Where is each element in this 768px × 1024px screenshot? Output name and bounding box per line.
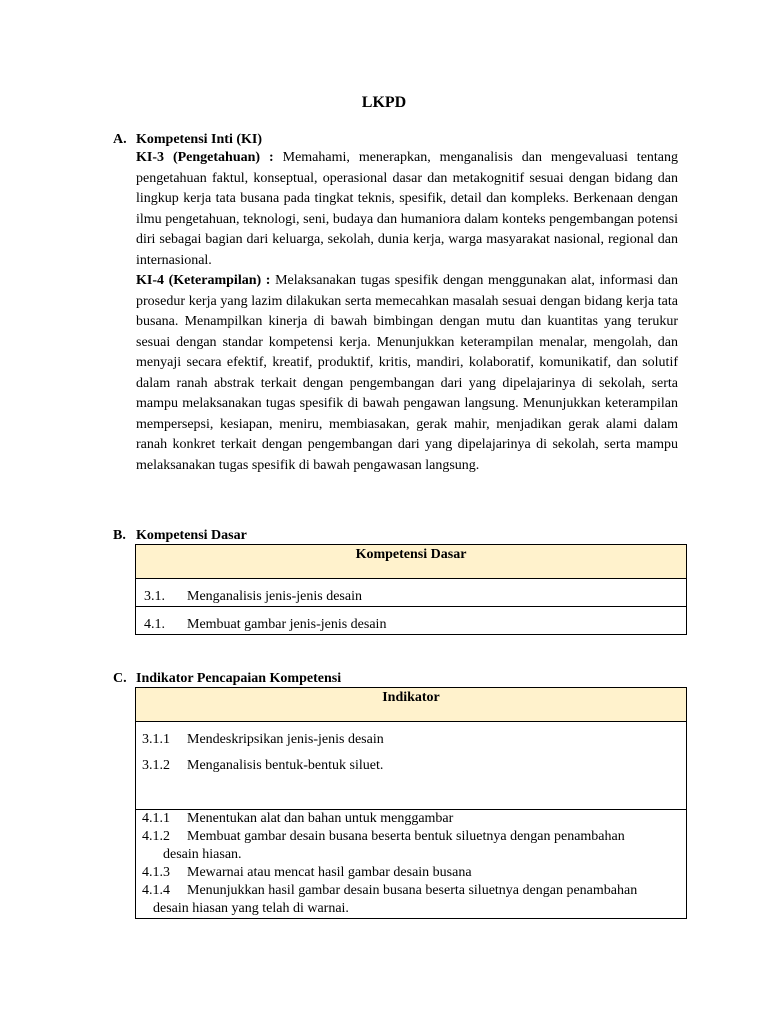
ki4-text: Melaksanakan tugas spesifik dengan menggunakan alat, informasi dan prosedur kerja yang lazim dilakukan serta memecahkan masalah sesuai dengan bidang kerja tata busana. Menampilkan kinerja di bawah bimbingan dengan mutu dan kuantitas yang terukur sesuai dengan standar kompetensi kerja. Menunjukkan keterampilan menalar, mengolah, dan menyaji secara efektif, kreatif, produktif, kritis, mandiri, kolaboratif, komunikatif, dan solutif dalam ranah abstrak terkait dengan pengembangan dari yang dipelajarinya di sekolah, serta mampu melaksanakan tugas spesifik di bawah pengawan langsung. Menunjukkan keterampilan mempersepsi, kesiapan, meniru, membiasakan, gerak mahir, menjadikan gerak alami dalam ranah konkret terkait dengan pengembangan dari yang dipelajarinya di sekolah, serta mampu melaksanakan tugas spesifik di bawah pengawasan langsung. [136,273,678,473]
table-header [136,545,687,579]
section-a-heading [113,130,262,150]
row-text: Menganalisis jenis-jenis desain [187,589,362,604]
table-header-label: Indikator [382,690,440,705]
table-row [136,579,687,607]
section-letter: A. [113,132,127,147]
table-header [136,688,687,722]
list-item [136,810,686,828]
section-letter: B. [113,528,126,543]
ki3-label: KI-3 (Pengetahuan) : [136,150,274,165]
ki4-paragraph [136,271,678,476]
item-text: Menunjukkan hasil gambar desain busana beserta siluetnya dengan penambahan [187,883,638,898]
item-number: 4.1.3 [142,865,170,880]
table-row [136,810,687,919]
section-letter: C. [113,671,127,686]
kompetensi-dasar-table [135,544,687,635]
row-number: 3.1. [144,589,165,604]
item-number: 4.1.4 [142,883,170,898]
item-text: Menganalisis bentuk-bentuk siluet. [187,758,384,773]
list-item [136,828,686,864]
table-row [136,607,687,635]
page-title: LKPD [361,94,407,111]
item-text: Mendeskripsikan jenis-jenis desain [187,732,384,747]
section-title: Indikator Pencapaian Kompetensi [136,671,342,686]
list-item [136,748,686,774]
item-text-continued: desain hiasan yang telah di warnai. [153,901,349,916]
section-title: Kompetensi Inti (KI) [136,132,262,147]
list-item [136,882,686,918]
ki3-text: Memahami, menerapkan, menganalisis dan mengevaluasi tentang pengetahuan faktul, konseptual, operasional dasar dan metakognitif sesuai dengan bidang dan lingkup kerja tata busana pada tingkat teknis, spesifik, detail dan kompleks. Berkenaan dengan ilmu pengetahuan, teknologi, seni, budaya dan humaniora dalam konteks pengembangan potensi diri sebagai bagian dari keluarga, sekolah, dunia kerja, warga masyarakat nasional, regional dan internasional. [136,150,679,268]
item-number: 4.1.2 [142,829,170,844]
table-row [136,722,687,810]
row-text: Membuat gambar jenis-jenis desain [187,617,387,632]
section-title: Kompetensi Dasar [136,528,247,543]
section-b-heading [113,526,247,546]
item-text: Mewarnai atau mencat hasil gambar desain busana [187,865,472,880]
section-c-heading [113,669,341,689]
item-number: 4.1.1 [142,811,170,826]
indikator-table [135,687,687,919]
ki4-label: KI-4 (Keterampilan) : [136,273,271,288]
item-text-continued: desain hiasan. [163,847,242,862]
list-item [136,864,686,882]
list-item [136,722,686,748]
item-text: Membuat gambar desain busana beserta bentuk siluetnya dengan penambahan [187,829,625,844]
item-number: 3.1.2 [142,758,170,773]
table-header-label: Kompetensi Dasar [355,547,467,562]
ki3-paragraph [136,148,678,271]
row-number: 4.1. [144,617,165,632]
item-text: Menentukan alat dan bahan untuk menggambar [187,811,454,826]
item-number: 3.1.1 [142,732,170,747]
